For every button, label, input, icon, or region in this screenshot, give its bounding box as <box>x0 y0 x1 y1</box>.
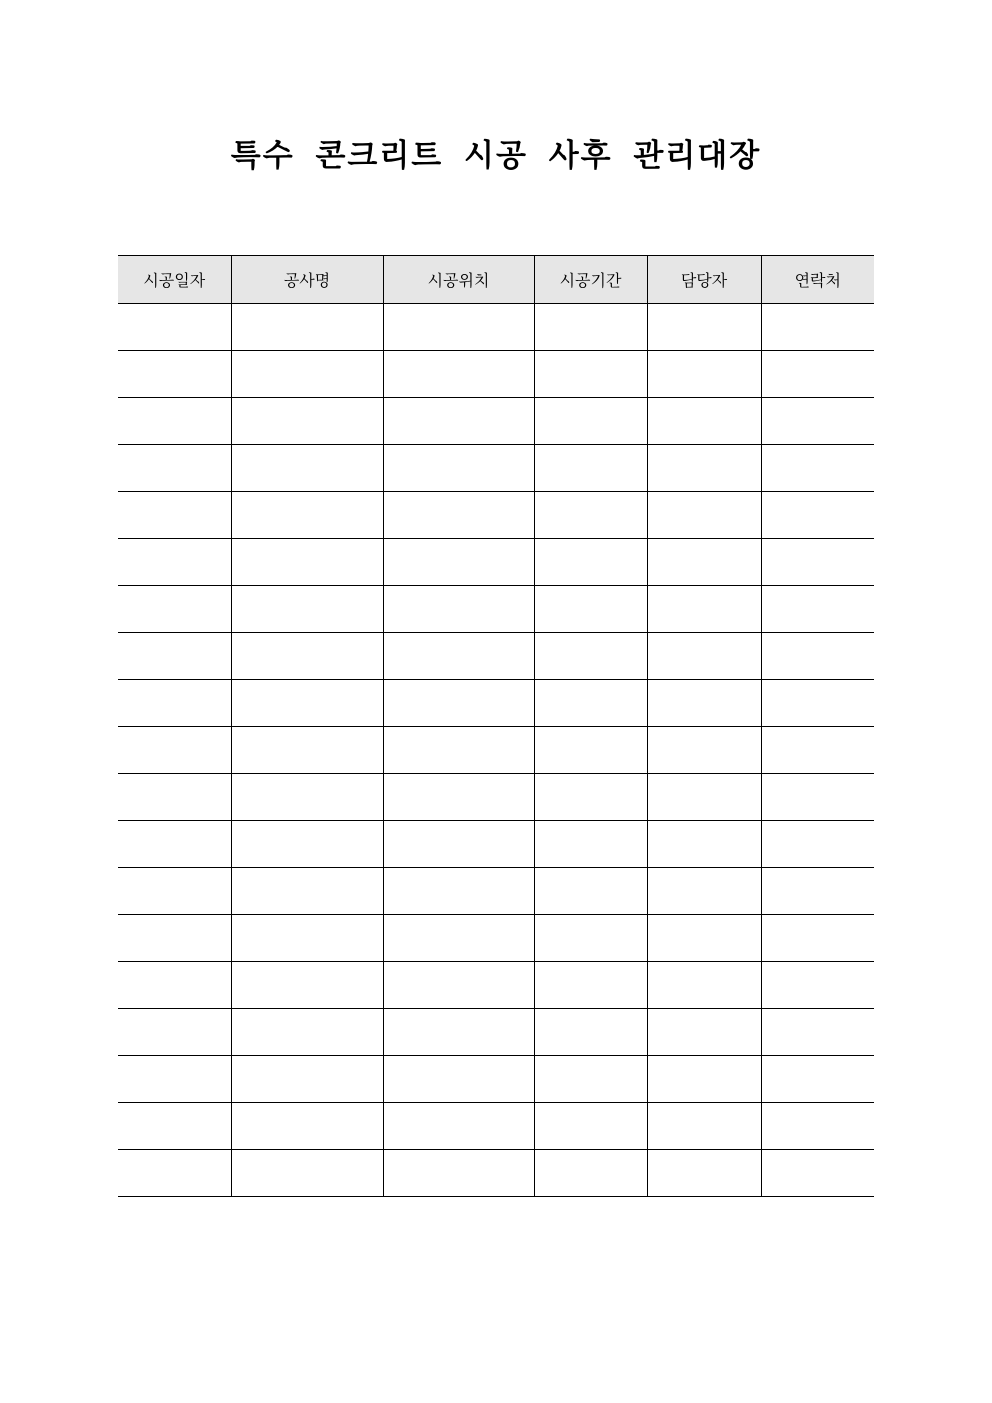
table-row <box>118 586 874 633</box>
table-cell[interactable] <box>534 539 647 586</box>
table-cell[interactable] <box>761 868 874 915</box>
table-cell[interactable] <box>383 868 534 915</box>
table-cell[interactable] <box>118 1150 231 1197</box>
table-cell[interactable] <box>647 351 761 398</box>
table-cell[interactable] <box>118 727 231 774</box>
table-cell[interactable] <box>647 1103 761 1150</box>
column-header-construction-location: 시공위치 <box>383 256 534 304</box>
table-cell[interactable] <box>383 539 534 586</box>
table-cell[interactable] <box>383 1009 534 1056</box>
table-cell[interactable] <box>118 304 231 351</box>
table-cell[interactable] <box>118 492 231 539</box>
table-row <box>118 492 874 539</box>
table-cell[interactable] <box>647 1056 761 1103</box>
column-header-construction-period: 시공기간 <box>534 256 647 304</box>
table-cell[interactable] <box>231 868 383 915</box>
table-cell[interactable] <box>534 821 647 868</box>
table-cell[interactable] <box>647 539 761 586</box>
table-cell[interactable] <box>383 445 534 492</box>
table-cell[interactable] <box>383 727 534 774</box>
table-cell[interactable] <box>647 727 761 774</box>
table-cell[interactable] <box>118 1009 231 1056</box>
table-cell[interactable] <box>647 492 761 539</box>
table-row <box>118 539 874 586</box>
table-row <box>118 680 874 727</box>
table-cell[interactable] <box>383 1103 534 1150</box>
table-cell[interactable] <box>383 304 534 351</box>
table-cell[interactable] <box>383 1150 534 1197</box>
table-cell[interactable] <box>231 962 383 1009</box>
table-cell[interactable] <box>231 915 383 962</box>
table-row <box>118 821 874 868</box>
table-cell[interactable] <box>761 492 874 539</box>
table-cell[interactable] <box>383 492 534 539</box>
table-cell[interactable] <box>534 1150 647 1197</box>
table-cell[interactable] <box>118 868 231 915</box>
table-cell[interactable] <box>761 962 874 1009</box>
table-cell[interactable] <box>118 398 231 445</box>
table-cell[interactable] <box>118 821 231 868</box>
column-header-person-in-charge: 담당자 <box>647 256 761 304</box>
table-cell[interactable] <box>383 1056 534 1103</box>
table-cell[interactable] <box>761 586 874 633</box>
table-cell[interactable] <box>231 1150 383 1197</box>
table-cell[interactable] <box>118 1103 231 1150</box>
table-row <box>118 868 874 915</box>
table-cell[interactable] <box>534 492 647 539</box>
table-cell[interactable] <box>383 586 534 633</box>
table-cell[interactable] <box>647 680 761 727</box>
table-cell[interactable] <box>118 586 231 633</box>
table-cell[interactable] <box>761 351 874 398</box>
table-cell[interactable] <box>383 633 534 680</box>
table-row <box>118 727 874 774</box>
table-cell[interactable] <box>383 680 534 727</box>
document-title: 특수 콘크리트 시공 사후 관리대장 <box>230 138 762 174</box>
table-cell[interactable] <box>761 1056 874 1103</box>
table-cell[interactable] <box>231 539 383 586</box>
table-cell[interactable] <box>118 962 231 1009</box>
table-cell[interactable] <box>761 1150 874 1197</box>
table-row <box>118 774 874 821</box>
table-cell[interactable] <box>534 351 647 398</box>
table-cell[interactable] <box>761 821 874 868</box>
column-header-contact: 연락처 <box>761 256 874 304</box>
table-row <box>118 304 874 351</box>
table-cell[interactable] <box>761 445 874 492</box>
table-cell[interactable] <box>118 915 231 962</box>
table-cell[interactable] <box>231 492 383 539</box>
table-cell[interactable] <box>761 680 874 727</box>
table-cell[interactable] <box>647 398 761 445</box>
table-cell[interactable] <box>647 1009 761 1056</box>
table-cell[interactable] <box>647 962 761 1009</box>
table-cell[interactable] <box>534 727 647 774</box>
table-cell[interactable] <box>761 774 874 821</box>
table-row <box>118 445 874 492</box>
table-cell[interactable] <box>231 586 383 633</box>
table-cell[interactable] <box>534 1009 647 1056</box>
table-cell[interactable] <box>383 774 534 821</box>
table-row <box>118 633 874 680</box>
table-cell[interactable] <box>647 445 761 492</box>
table-row <box>118 962 874 1009</box>
table-cell[interactable] <box>231 680 383 727</box>
table-cell[interactable] <box>118 351 231 398</box>
table-header-row <box>118 256 874 304</box>
table-cell[interactable] <box>231 1056 383 1103</box>
table-cell[interactable] <box>534 868 647 915</box>
table-cell[interactable] <box>534 586 647 633</box>
table-row <box>118 915 874 962</box>
table-row <box>118 398 874 445</box>
table-cell[interactable] <box>534 774 647 821</box>
table-row <box>118 1009 874 1056</box>
table-cell[interactable] <box>761 1009 874 1056</box>
table-cell[interactable] <box>761 398 874 445</box>
table-cell[interactable] <box>761 633 874 680</box>
table-cell[interactable] <box>647 821 761 868</box>
table-cell[interactable] <box>118 774 231 821</box>
table-row <box>118 1056 874 1103</box>
table-cell[interactable] <box>761 915 874 962</box>
table-cell[interactable] <box>231 774 383 821</box>
table-cell[interactable] <box>231 1009 383 1056</box>
table-cell[interactable] <box>534 680 647 727</box>
table-cell[interactable] <box>647 868 761 915</box>
management-ledger-table <box>118 255 874 1197</box>
table-cell[interactable] <box>534 1103 647 1150</box>
table-cell[interactable] <box>231 398 383 445</box>
table-cell[interactable] <box>647 304 761 351</box>
table-cell[interactable] <box>647 633 761 680</box>
table-cell[interactable] <box>534 1056 647 1103</box>
table-cell[interactable] <box>534 445 647 492</box>
table-cell[interactable] <box>534 962 647 1009</box>
table-cell[interactable] <box>761 727 874 774</box>
table-cell[interactable] <box>231 1103 383 1150</box>
table-cell[interactable] <box>231 351 383 398</box>
table-cell[interactable] <box>231 727 383 774</box>
table-body <box>118 304 874 1197</box>
table-cell[interactable] <box>118 539 231 586</box>
table-cell[interactable] <box>761 304 874 351</box>
table-row <box>118 1150 874 1197</box>
table-cell[interactable] <box>647 1150 761 1197</box>
table-cell[interactable] <box>647 915 761 962</box>
table-cell[interactable] <box>647 774 761 821</box>
column-header-construction-date: 시공일자 <box>118 256 231 304</box>
table-row <box>118 1103 874 1150</box>
table-cell[interactable] <box>534 398 647 445</box>
table-cell[interactable] <box>761 539 874 586</box>
table-cell[interactable] <box>231 821 383 868</box>
table-cell[interactable] <box>383 962 534 1009</box>
table-cell[interactable] <box>383 821 534 868</box>
table-cell[interactable] <box>383 915 534 962</box>
table-cell[interactable] <box>534 304 647 351</box>
table-cell[interactable] <box>231 445 383 492</box>
table-cell[interactable] <box>383 351 534 398</box>
table-cell[interactable] <box>118 1056 231 1103</box>
table-cell[interactable] <box>231 304 383 351</box>
table-cell[interactable] <box>231 633 383 680</box>
table-row <box>118 351 874 398</box>
table-cell[interactable] <box>118 445 231 492</box>
column-header-project-name: 공사명 <box>231 256 383 304</box>
table-cell[interactable] <box>647 586 761 633</box>
table-cell[interactable] <box>118 680 231 727</box>
table-cell[interactable] <box>118 633 231 680</box>
table-cell[interactable] <box>761 1103 874 1150</box>
table-cell[interactable] <box>383 398 534 445</box>
table-cell[interactable] <box>534 915 647 962</box>
table-cell[interactable] <box>534 633 647 680</box>
